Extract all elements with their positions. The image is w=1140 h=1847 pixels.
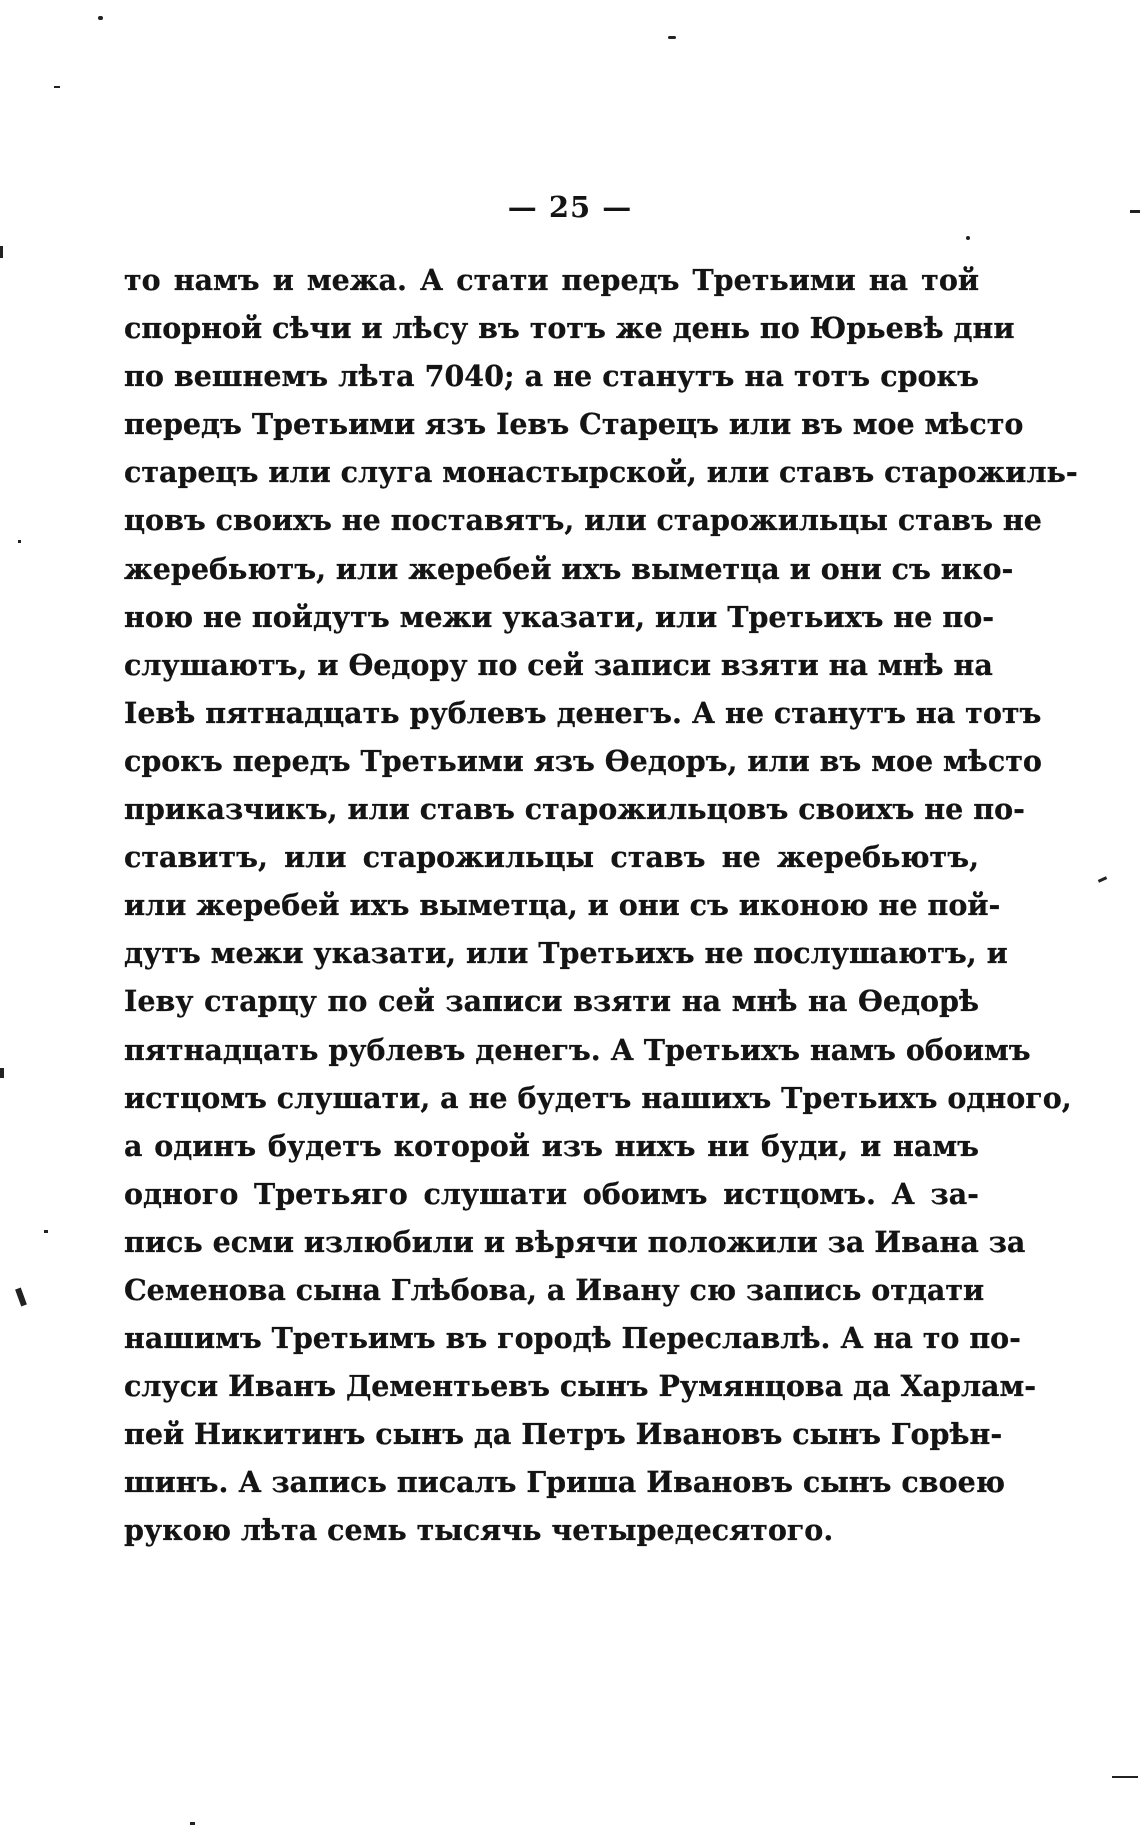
text-line: дутъ межи указати, или Третьихъ не послушаютъ, и xyxy=(124,936,1008,971)
scan-speck xyxy=(668,36,676,39)
scan-speck xyxy=(1098,876,1107,883)
text-line: слушаютъ, и Ѳедору по сей записи взяти на мнѣ на xyxy=(124,647,993,682)
scan-speck xyxy=(18,540,21,543)
scan-speck xyxy=(0,246,3,258)
text-line: одного Третьяго слушати обоимъ истцомъ. А за- xyxy=(124,1176,979,1211)
text-line: шинъ. А запись писалъ Гриша Ивановъ сынъ своею xyxy=(124,1465,1005,1500)
text-line: ною не пойдутъ межи указати, или Третьихъ не по- xyxy=(124,599,995,634)
scan-speck xyxy=(44,1230,48,1233)
text-line: приказчикъ, или ставъ старожильцовъ своихъ не по- xyxy=(124,792,1025,827)
scan-speck xyxy=(190,1822,195,1825)
scan-speck xyxy=(98,16,103,20)
scan-speck xyxy=(54,86,60,88)
text-line: цовъ своихъ не поставятъ, или старожильцы ставъ не xyxy=(124,503,1042,538)
text-line: слуси Иванъ Дементьевъ сынъ Румянцова да Харлам- xyxy=(124,1369,1037,1404)
scan-speck xyxy=(15,1288,27,1307)
text-line: а одинъ будетъ которой изъ нихъ ни буди, и намъ xyxy=(124,1128,979,1163)
text-line: пей Никитинъ сынъ да Петръ Ивановъ сынъ Горѣн- xyxy=(124,1417,1003,1452)
scan-speck xyxy=(1112,1776,1138,1778)
text-line: передъ Третьими язъ Іевъ Старецъ или въ мое мѣсто xyxy=(124,407,1024,442)
text-line: старецъ или слуга монастырской, или ставъ старожиль- xyxy=(124,455,1078,490)
text-line: Іевѣ пятнадцать рублевъ денегъ. А не станутъ на тотъ xyxy=(124,695,1042,730)
text-line: пись есми излюбили и вѣрячи положили за Ивана за xyxy=(124,1224,1026,1259)
text-line: истцомъ слушати, а не будетъ нашихъ Третьихъ одного, xyxy=(124,1080,1072,1115)
scan-speck xyxy=(966,236,970,240)
text-line: нашимъ Третьимъ въ городѣ Переславлѣ. А на то по- xyxy=(124,1321,1022,1356)
text-line: пятнадцать рублевъ денегъ. А Третьихъ намъ обоимъ xyxy=(124,1032,1031,1067)
text-line: рукою лѣта семь тысячь четыредесятого. xyxy=(124,1513,834,1548)
scan-speck xyxy=(0,1068,4,1078)
page-number: — 25 — xyxy=(507,190,633,224)
text-line: спорной сѣчи и лѣсу въ тотъ же день по Юрьевѣ дни xyxy=(124,311,1015,346)
text-line: срокъ передъ Третьими язъ Ѳедоръ, или въ мое мѣсто xyxy=(124,743,1042,778)
text-line: или жеребей ихъ выметца, и они съ иконою не пой- xyxy=(124,888,1001,923)
body-text xyxy=(124,256,1078,1555)
text-line: Семенова сына Глѣбова, а Ивану сю запись отдати xyxy=(124,1272,985,1307)
text-line: по вешнемъ лѣта 7040; а не станутъ на тотъ срокъ xyxy=(124,359,979,394)
text-line: то намъ и межа. А стати передъ Третьими на той xyxy=(124,263,979,297)
text-line: жеребьютъ, или жеребей ихъ выметца и они съ ико- xyxy=(124,551,1014,586)
text-line: Іеву старцу по сей записи взяти на мнѣ на Ѳедорѣ xyxy=(124,984,979,1019)
text-line: ставитъ, или старожильцы ставъ не жеребьютъ, xyxy=(124,840,979,875)
